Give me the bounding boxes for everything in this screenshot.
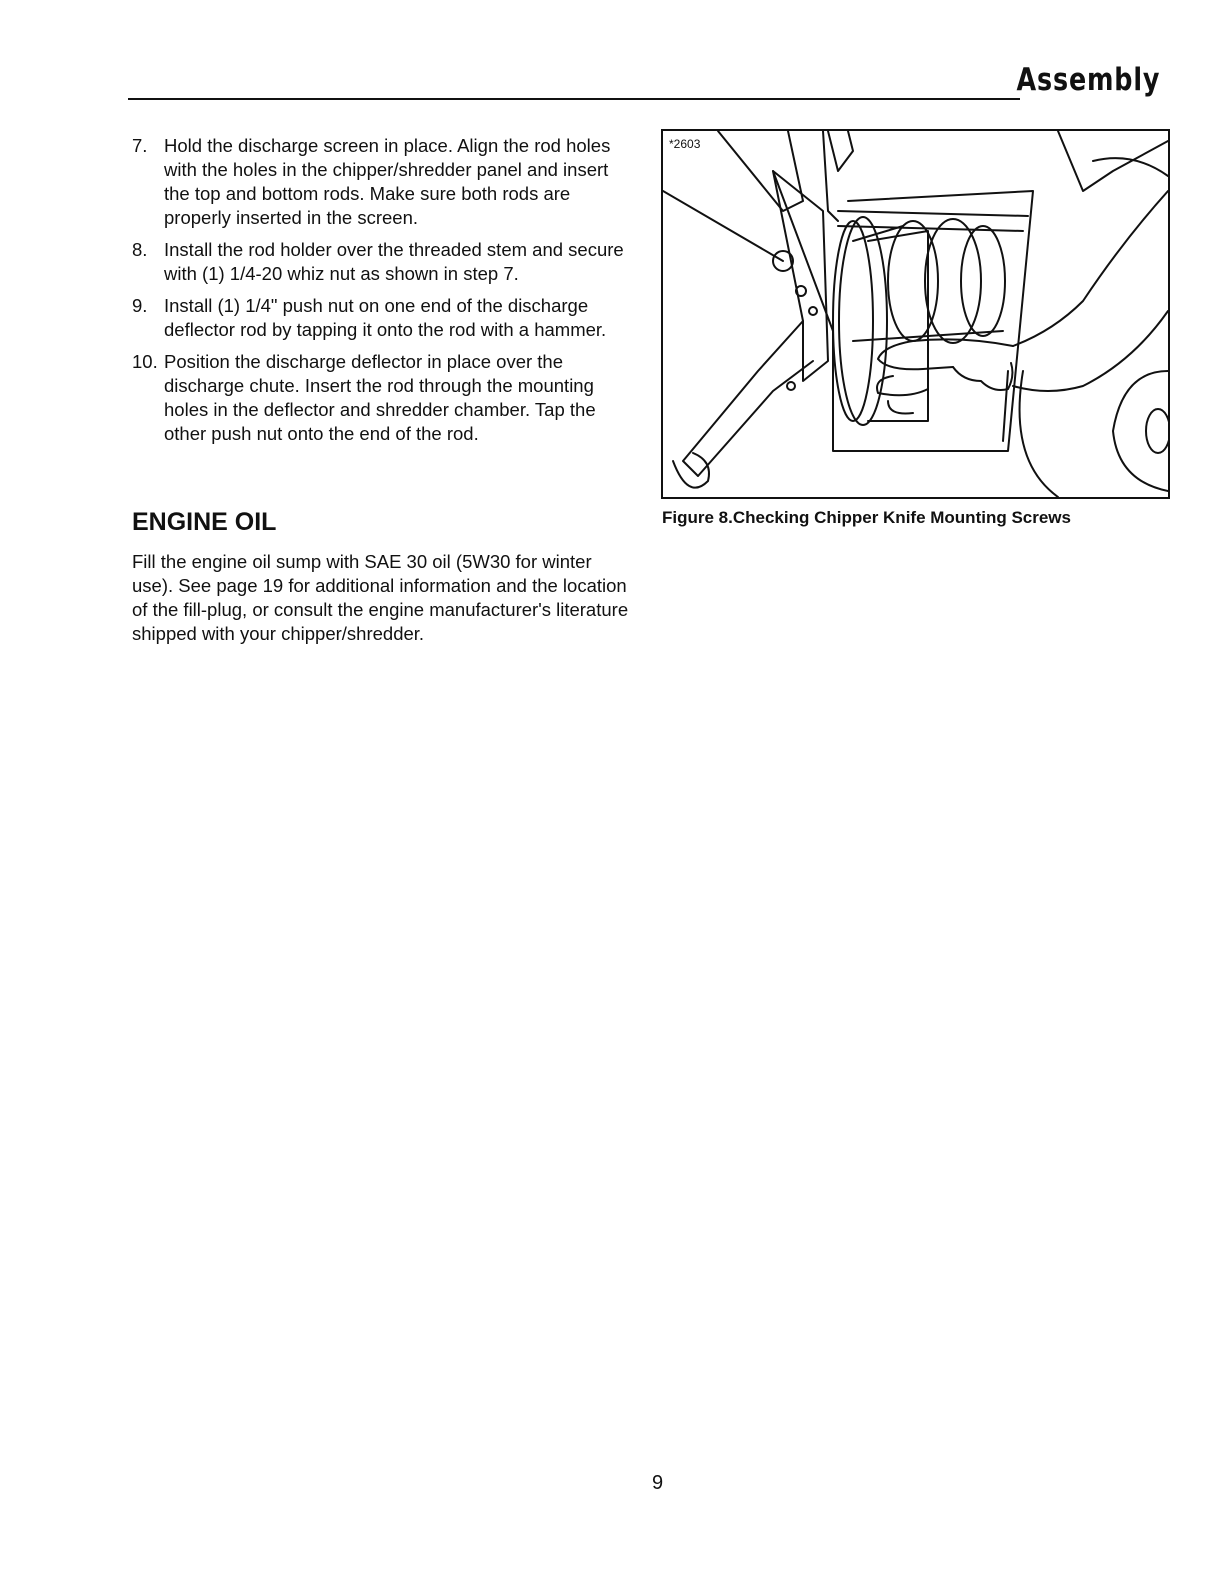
- step-number: 9.: [132, 295, 148, 316]
- figure-illustration: [661, 129, 1170, 499]
- step-item: [132, 294, 632, 342]
- step-item: [132, 238, 632, 286]
- step-text: Position the discharge deflector in place over the discharge chute. Insert the rod through the mounting holes in the deflector and shredder chamber. Tap the other push nut onto the end of the rod.: [164, 351, 596, 444]
- step-number: 7.: [132, 135, 148, 156]
- figure-caption: Figure 8.Checking Chipper Knife Mounting Screws: [662, 508, 1071, 527]
- assembly-steps: [132, 134, 632, 454]
- page-number: 9: [652, 1472, 664, 1494]
- section-title: Assembly: [1016, 62, 1160, 98]
- step-text: Install the rod holder over the threaded stem and secure with (1) 1/4-20 whiz nut as shown in step 7.: [164, 239, 624, 284]
- chipper-knife-illustration: [663, 131, 1168, 497]
- engine-oil-heading: ENGINE OIL: [132, 508, 277, 536]
- header-rule: [128, 98, 1020, 100]
- step-item: [132, 350, 632, 446]
- step-text: Hold the discharge screen in place. Align the rod holes with the holes in the chipper/shredder panel and insert the top and bottom rods. Make sure both rods are properly inserted in the screen.: [164, 135, 611, 228]
- step-number: 8.: [132, 239, 148, 260]
- step-item: [132, 134, 632, 230]
- figure-id-label: *2603: [669, 137, 701, 151]
- step-number: 10.: [132, 351, 158, 372]
- engine-oil-paragraph: Fill the engine oil sump with SAE 30 oil (5W30 for winter use). See page 19 for additional information and the location of the fill-plug, or consult the engine manufacturer's literature shipped with your chipper/shredder.: [132, 551, 629, 644]
- step-text: Install (1) 1/4" push nut on one end of the discharge deflector rod by tapping it onto the rod with a hammer.: [164, 295, 607, 340]
